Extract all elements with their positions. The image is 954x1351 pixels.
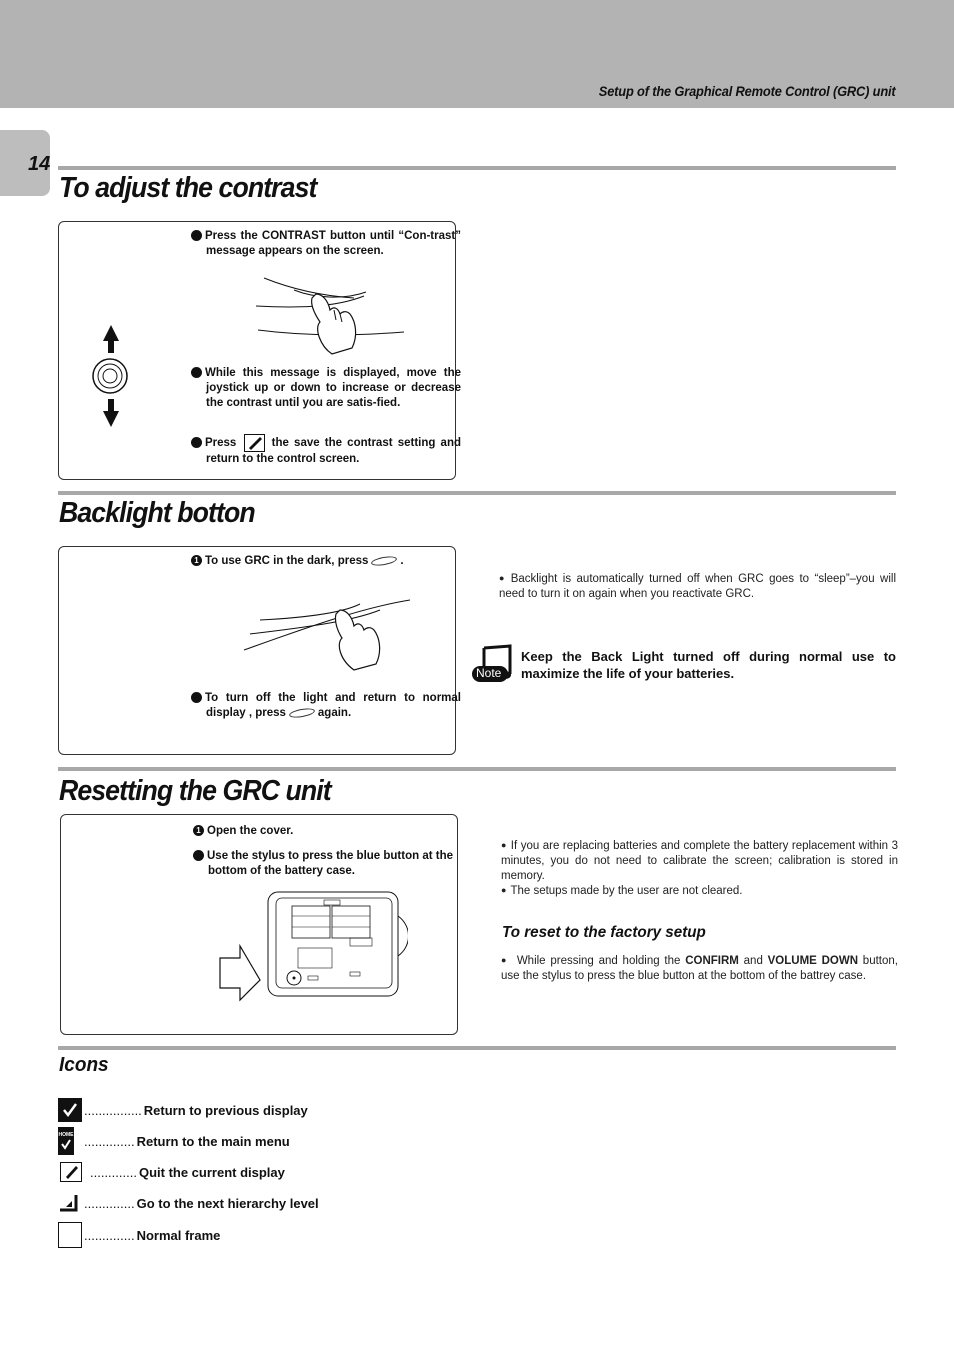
backlight-button-icon <box>288 707 315 719</box>
pen-icon <box>60 1162 82 1182</box>
corner-arrow-icon <box>58 1193 80 1213</box>
icon-legend-row <box>58 1097 308 1123</box>
icon-legend-label: Normal frame <box>136 1227 221 1243</box>
check-icon <box>58 1098 82 1122</box>
home-check-icon <box>58 1127 74 1155</box>
confirm-label: CONFIRM <box>685 955 739 967</box>
contrast-title: To adjust the contrast <box>59 172 317 204</box>
contrast-step-1 <box>186 229 461 259</box>
step-number: 2 <box>193 850 204 861</box>
hand-press-illustration <box>240 598 415 678</box>
icon-legend-row <box>58 1222 220 1248</box>
backlight-step-1-text: To use GRC in the dark, press <box>205 555 369 567</box>
contrast-step-3 <box>186 434 461 467</box>
page-number: 14 <box>28 153 51 175</box>
factory-text-a: While pressing and holding the <box>516 955 681 967</box>
leader-dots: ............. <box>90 1164 137 1180</box>
section-rule <box>58 166 896 170</box>
icon-legend-row <box>58 1159 285 1185</box>
step-number: 2 <box>191 367 202 378</box>
leader-dots: .............. <box>84 1227 135 1243</box>
factory-text-and: and <box>743 955 763 967</box>
section-rule <box>58 767 896 771</box>
leader-dots: .............. <box>84 1195 135 1211</box>
contrast-step-2 <box>186 366 461 411</box>
backlight-title: Backlight botton <box>59 497 255 529</box>
reset-bullet-2-text: The setups made by the user are not cleared. <box>510 885 743 897</box>
icon-legend-row <box>58 1190 319 1216</box>
factory-reset-title: To reset to the factory setup <box>502 924 706 941</box>
step-number: 3 <box>191 437 202 448</box>
reset-bullet-1-text: If you are replacing batteries and complete the battery replacement within 3 minutes, you do not need to calibrate the screen; calibration is stored in memory. <box>501 840 898 882</box>
joystick-icon <box>88 323 134 429</box>
section-rule <box>58 1046 896 1050</box>
reset-bullet-2 <box>501 883 898 899</box>
backlight-bullet <box>499 571 896 602</box>
factory-text-b: button, use the stylus to press the blue button at the bottom of the battrey case. <box>501 955 898 982</box>
battery-case-illustration <box>216 886 408 1002</box>
reset-step-2-text: Use the stylus to press the blue button at the bottom of the battery case. <box>207 850 454 877</box>
icon-legend-label: Return to previous display <box>143 1102 308 1118</box>
contrast-step-3-text-a: Press <box>205 437 237 450</box>
leader-dots: .............. <box>84 1133 135 1149</box>
reset-bullet-1 <box>501 838 898 884</box>
icon-legend-label: Go to the next hierarchy level <box>136 1195 319 1211</box>
backlight-step-1: 1 To use GRC in the dark, press . <box>191 554 446 569</box>
backlight-button-icon <box>371 555 398 567</box>
step-number: 1 <box>191 555 202 566</box>
reset-step-2 <box>188 849 466 879</box>
backlight-step-2-text-b: again. <box>317 707 352 719</box>
backlight-step-2-text-a: To turn off the light and return to normal display , press <box>205 692 461 719</box>
volume-down-label: VOLUME DOWN <box>767 955 859 967</box>
home-icon-text: HOME <box>58 1132 74 1138</box>
icon-legend-label: Quit the current display <box>138 1164 285 1180</box>
note-icon <box>470 644 514 686</box>
section-rule <box>58 491 896 495</box>
step-number: 1 <box>191 230 202 241</box>
note-label: Note <box>476 666 502 680</box>
note-text: Keep the Back Light turned off during normal use to maximize the life of your batteries. <box>521 649 896 681</box>
frame-icon <box>58 1222 82 1248</box>
factory-reset-bullet <box>501 953 898 984</box>
reset-title: Resetting the GRC unit <box>59 775 331 807</box>
hand-press-illustration <box>254 276 414 358</box>
pen-icon <box>244 434 265 452</box>
contrast-step-3-text-b: the save the contrast setting and return to the control screen. <box>206 437 461 465</box>
icons-title: Icons <box>59 1054 109 1076</box>
leader-dots: ................ <box>84 1102 142 1118</box>
backlight-step-2 <box>186 691 461 721</box>
icon-legend-row <box>58 1128 290 1154</box>
reset-step-1 <box>193 824 451 839</box>
contrast-step-1-text: Press the CONTRAST button until “Con-trast” message appears on the screen. <box>205 230 461 257</box>
step-number: 1 <box>193 825 204 836</box>
backlight-bullet-text: Backlight is automatically turned off when GRC goes to “sleep”–you will need to turn it on again when you reactivate GRC. <box>499 573 896 600</box>
step-number: 2 <box>191 692 202 703</box>
reset-step-1-text: Open the cover. <box>207 825 294 837</box>
icon-legend-label: Return to the main menu <box>136 1133 290 1149</box>
contrast-step-2-text: While this message is displayed, move the joystick up or down to increase or decrease the contrast until you are satis-fied. <box>205 367 461 409</box>
header-section-title: Setup of the Graphical Remote Control (GRC) unit <box>599 83 896 99</box>
